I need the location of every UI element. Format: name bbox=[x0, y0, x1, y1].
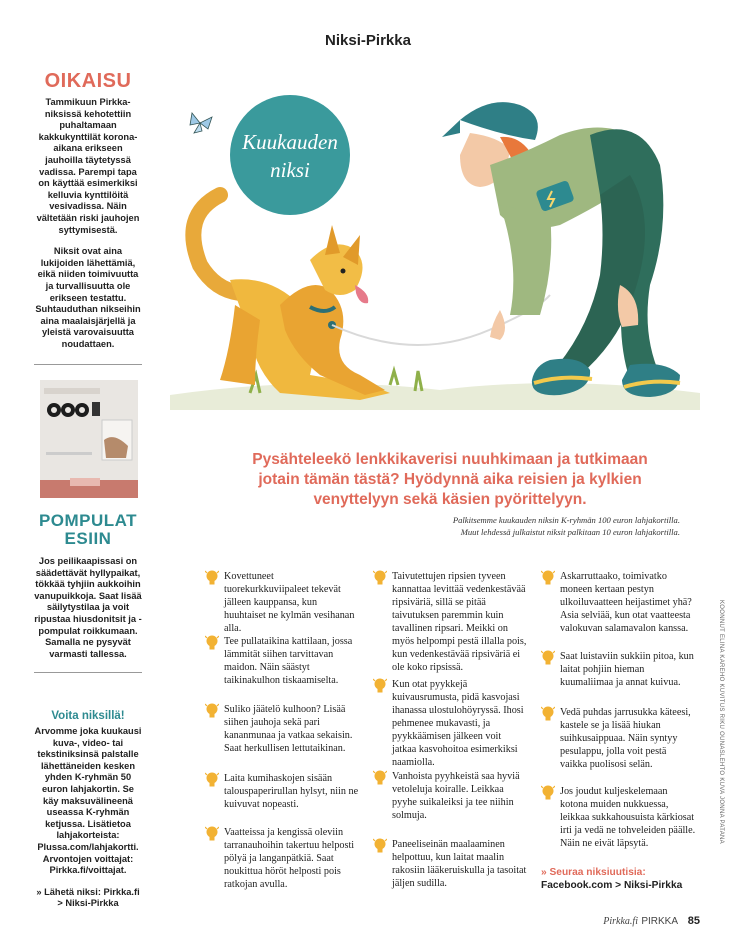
follow-link[interactable] bbox=[541, 866, 696, 892]
section-title: Niksi-Pirkka bbox=[325, 32, 411, 49]
lightbulb-icon bbox=[373, 770, 387, 787]
tip-item bbox=[541, 570, 696, 635]
lightbulb-icon bbox=[205, 772, 219, 789]
send-tip-link[interactable]: » Lähetä niksi: Pirkka.fi > Niksi-Pirkka bbox=[36, 886, 140, 909]
badge bbox=[230, 95, 350, 215]
correction-box bbox=[34, 70, 142, 375]
tip-text: Kovettuneet tuorekurkkuviipaleet tekevät jälleen kauppansa, kun huuhtaiset ne kylmän vesihanan alla. bbox=[224, 571, 355, 634]
tip-item bbox=[541, 706, 696, 771]
win-text: Arvomme joka kuukausi kuva-, video- tai tekstiniksinsä palstalle lähettäneiden kesken yhden K-ryhmän 50 euron lahjakortin. Se käy maksuvälineenä useassa K-ryhmän ketjussa. Lisätietoa lahjakorteista: Plussa.com/lahjakortti. Arvontojen voittajat: Pirkka.fi/voittajat. bbox=[34, 726, 142, 876]
tip-item bbox=[541, 785, 696, 850]
divider bbox=[34, 364, 142, 365]
butterfly-icon bbox=[190, 113, 212, 133]
tip-item bbox=[373, 678, 528, 769]
tip-item bbox=[373, 570, 528, 674]
correction-text: Tammikuun Pirkka-niksissä kehotettiin puhaltamaan kakkukynttilät korona-aikana erikseen jauhoilla täytetyssä vadissa. Parempi tapa on käyttää esimerkiksi kelluvia kynttilöitä vesivadissa. Näin vältetään riski jauhojen syttymisestä. bbox=[36, 97, 140, 235]
follow-label: » Seuraa niksiuutisia: bbox=[541, 867, 646, 878]
prize-info bbox=[260, 515, 680, 538]
lightbulb-icon bbox=[373, 678, 387, 695]
facebook-link[interactable]: Facebook.com > Niksi-Pirkka bbox=[541, 880, 683, 891]
tip-text: Tee pullataikina kattilaan, jossa lämmität siihen tarvittavan maidon. Näin säästyt taikinakulhon tiskaamiselta. bbox=[224, 636, 353, 686]
lightbulb-icon bbox=[205, 826, 219, 843]
lightbulb-icon bbox=[541, 706, 555, 723]
pompulat-box bbox=[34, 512, 142, 683]
badge-line2: niksi bbox=[270, 158, 310, 182]
footer-magazine: PIRKKA bbox=[641, 916, 678, 927]
tip-text: Vaatteissa ja kengissä oleviin tarranauhoihin takertuu helposti pölyä ja langanpätkiä. Saat noukittua höröt helposti pois ratkojan avulla. bbox=[224, 827, 355, 890]
tip-text: Kun otat pyykkejä kuivausrumusta, pidä kasvojasi ihanassa ulostulohöyryssä. Ihosi pehmenee mukavasti, ja pyykkäämisen jälkeen voit jatkaa kasvohoitoa esimerkiksi naamiolla. bbox=[392, 679, 524, 768]
pompulat-text: Jos peilikaapissasi on säädettävät hyllypaikat, tökkää tyhjiin aukkoihin vanupuikkoja. Saat lisää säilytystilaa ja voit ripustaa hiusdonitsit ja -pompulat roikkumaan. Samalla ne pysyvät varmasti tallessa. bbox=[34, 556, 142, 659]
tip-item bbox=[205, 635, 360, 687]
credits-text: KOONNUT ELINA KAREHO KUVITUS RIKU OUNASLEHTO KUVA JONNA PATANA bbox=[718, 600, 724, 844]
divider bbox=[34, 672, 142, 673]
tip-text: Vedä puhdas jarrusukka käteesi, kastele se ja lisää hiukan suihkusaippuaa. Näin syntyy pesulappu, jolla voit pestä vaikka puolisosi selän. bbox=[560, 707, 691, 770]
win-box bbox=[34, 710, 142, 910]
tip-text: Laita kumihaskojen sisään talouspaperirullan hylsyt, niin ne kuivuvat nopeasti. bbox=[224, 773, 359, 810]
win-title: Voita niksillä! bbox=[51, 710, 125, 722]
tip-item bbox=[205, 826, 360, 891]
tip-item bbox=[373, 770, 528, 822]
tip-text: Taivutettujen ripsien tyveen kannattaa levittää vedenkestävää ripsiväriä, sillä se pitää taivutuksen paremmin kuin tavallinen ripsari. Meikki on myös helpompi pestä illalla pois, kun vedenkestävää ripsiväriä ei ole koko ripsissä. bbox=[392, 571, 527, 673]
photo-credits bbox=[716, 600, 724, 900]
tip-text: Saat luistaviin sukkiin pitoa, kun laitat pohjiin hieman kuumaliimaa ja annat kuivua. bbox=[560, 651, 694, 688]
lightbulb-icon bbox=[541, 650, 555, 667]
lightbulb-icon bbox=[205, 703, 219, 720]
feature-headline: Pysähteleekö lenkkikaverisi nuuhkimaan ja tutkimaan jotain tämän tästä? Hyödynnä aika reisien ja kylkien venyttelyyn sekä käsien pyörittelyyn. bbox=[252, 451, 648, 508]
badge-line1: Kuukauden bbox=[242, 130, 338, 154]
tip-text: Vanhoista pyyhkeistä saa hyviä vetoleluja koiralle. Leikkaa pyyhe suikaleiksi ja tee niihin solmuja. bbox=[392, 771, 520, 821]
lightbulb-icon bbox=[205, 570, 219, 587]
runner-illustration bbox=[442, 102, 680, 397]
dog-illustration bbox=[193, 195, 390, 400]
tip-item bbox=[205, 772, 360, 811]
correction-title: OIKAISU bbox=[44, 70, 132, 92]
tip-text: Askarruttaako, toimivatko moneen kertaan pestyn ulkoiluvaatteen heijastimet yhä? Asia selviää, kun otat vaatteesta valokuvan salamavalon kanssa. bbox=[560, 571, 692, 634]
tip-text: Suliko jäätelö kulhoon? Lisää siihen jauhoja sekä pari kananmunaa ja vatkaa sekaisin. Saat herkullisen lettutaikinan. bbox=[224, 704, 353, 754]
lightbulb-icon bbox=[205, 635, 219, 652]
tip-item bbox=[205, 570, 360, 635]
footer-site: Pirkka.fi bbox=[603, 916, 638, 927]
tip-text: Paneeliseinän maalaaminen helpottuu, kun laitat maalin rakosiin lääkeruiskulla ja tasoitat jäljen sudilla. bbox=[392, 839, 527, 889]
lightbulb-icon bbox=[541, 785, 555, 802]
tip-item bbox=[373, 838, 528, 890]
prize-line-1: Palkitsemme kuukauden niksin K-ryhmän 100 euron lahjakortilla. bbox=[452, 515, 680, 525]
pompulat-title: POMPULAT ESIIN bbox=[38, 511, 138, 548]
tip-item bbox=[541, 650, 696, 689]
lightbulb-icon bbox=[373, 570, 387, 587]
tip-item bbox=[205, 703, 360, 755]
disclaimer-text: Niksit ovat aina lukijoiden lähettämiä, eikä niiden toimivuutta ja turvallisuutta ole erikseen testattu. Suhtauduthan nikseihin aina maalaisjärjellä ja yleistä varovaisuutta noudattaen. bbox=[35, 246, 141, 349]
page-number: 85 bbox=[687, 915, 700, 927]
lightbulb-icon bbox=[373, 838, 387, 855]
feature-illustration bbox=[160, 75, 720, 420]
prize-line-2: Muut lehdessä julkaistut niksit palkitaan 10 euron lahjakortilla. bbox=[460, 526, 680, 537]
lightbulb-icon bbox=[541, 570, 555, 587]
tip-text: Jos joudut kuljeskelemaan kotona muiden nukkuessa, leikkaa sukkahousuista kärkiosat irti ja vedä ne tohveleiden päälle. Näin ne eivät läpsytä. bbox=[560, 786, 696, 849]
cabinet-photo bbox=[40, 380, 138, 498]
